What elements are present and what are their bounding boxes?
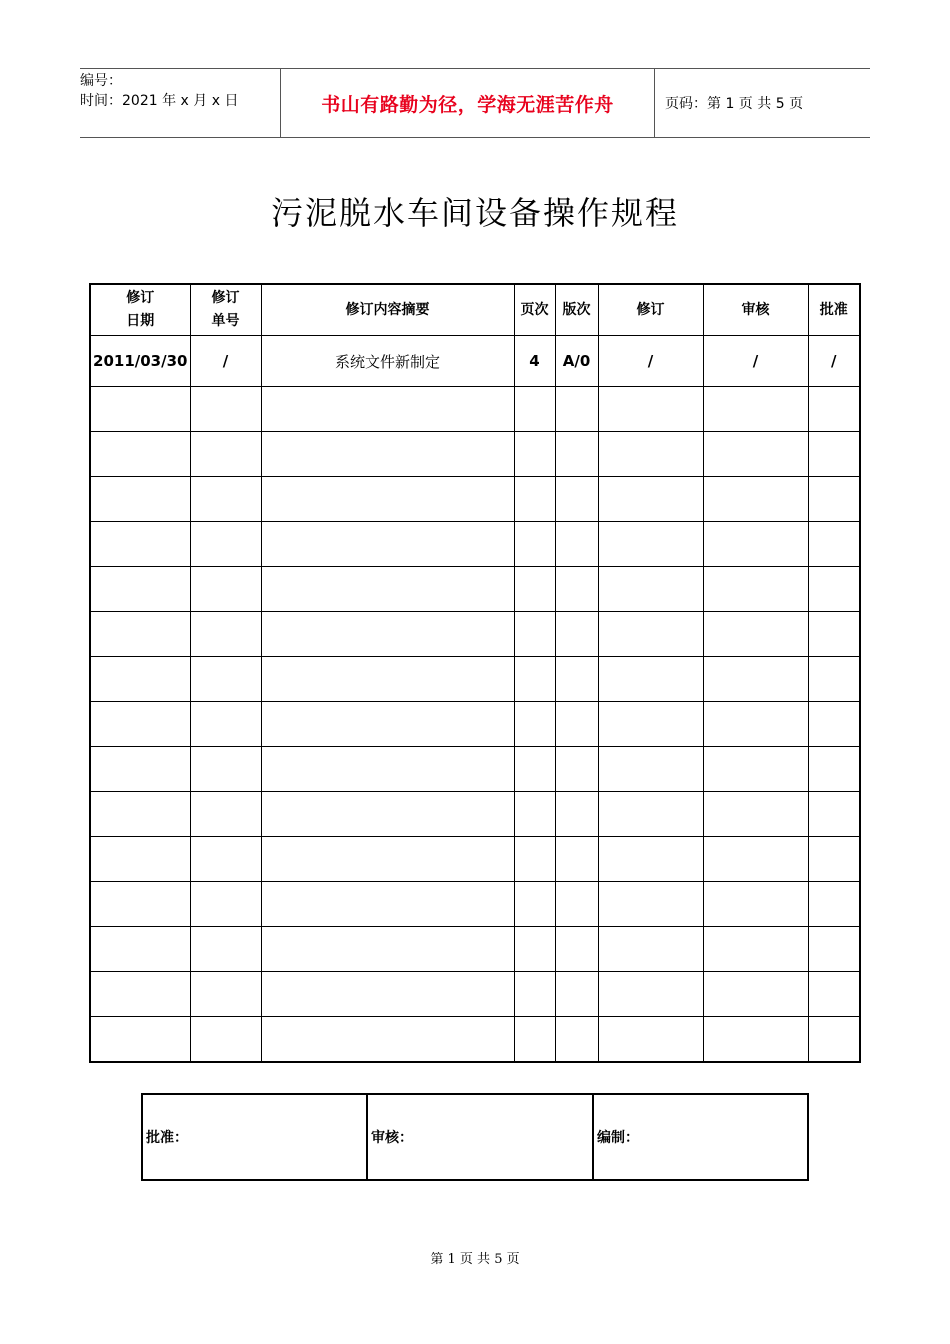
- table-cell: [598, 972, 703, 1017]
- revision-table: [89, 283, 861, 1063]
- table-cell: [190, 522, 261, 567]
- table-cell: [90, 972, 190, 1017]
- table-cell: [555, 882, 598, 927]
- table-cell: [261, 837, 514, 882]
- table-cell: [261, 387, 514, 432]
- table-cell: [808, 567, 860, 612]
- table-cell: [555, 477, 598, 522]
- table-cell: [703, 657, 808, 702]
- cell-approved-by: /: [808, 336, 860, 387]
- table-cell: [808, 477, 860, 522]
- table-cell: [598, 927, 703, 972]
- table-cell: [514, 747, 555, 792]
- col-revised-by: 修订: [598, 284, 703, 336]
- table-cell: [703, 792, 808, 837]
- table-row: [90, 477, 860, 522]
- table-row: [90, 702, 860, 747]
- table-row: [90, 882, 860, 927]
- table-cell: [90, 387, 190, 432]
- table-cell: [190, 612, 261, 657]
- table-cell: [261, 522, 514, 567]
- table-cell: [261, 702, 514, 747]
- cell-reviewed-by: /: [703, 336, 808, 387]
- table-cell: [598, 837, 703, 882]
- table-row: [90, 747, 860, 792]
- table-cell: [514, 477, 555, 522]
- col-version: 版次: [555, 284, 598, 336]
- signoff-approve: 批准：: [143, 1095, 368, 1179]
- table-cell: [808, 972, 860, 1017]
- table-cell: [808, 792, 860, 837]
- table-row: [90, 972, 860, 1017]
- table-cell: [90, 702, 190, 747]
- table-cell: [703, 1017, 808, 1063]
- table-cell: [808, 927, 860, 972]
- table-cell: [703, 927, 808, 972]
- table-row: [90, 522, 860, 567]
- table-cell: [190, 747, 261, 792]
- table-cell: [190, 882, 261, 927]
- table-cell: [261, 432, 514, 477]
- table-row: [90, 387, 860, 432]
- table-cell: [598, 792, 703, 837]
- table-cell: [261, 1017, 514, 1063]
- table-cell: [598, 567, 703, 612]
- table-cell: [514, 792, 555, 837]
- table-cell: [190, 837, 261, 882]
- table-cell: [808, 387, 860, 432]
- table-cell: [598, 747, 703, 792]
- table-cell: [90, 477, 190, 522]
- table-cell: [808, 747, 860, 792]
- revision-table-header: [90, 284, 860, 336]
- table-cell: [703, 612, 808, 657]
- header-motto: 书山有路勤为径，学海无涯苦作舟: [321, 93, 614, 116]
- table-cell: [555, 972, 598, 1017]
- page-footer: 第 1 页 共 5 页: [430, 1252, 520, 1267]
- col-revision-date: 修订 日期: [90, 284, 190, 336]
- table-cell: [598, 612, 703, 657]
- cell-revision-date: 2011/03/30: [90, 336, 190, 387]
- signoff-box: [141, 1093, 809, 1181]
- col-revision-order-no: 修订 单号: [190, 284, 261, 336]
- table-cell: [190, 567, 261, 612]
- document-number-label: 编号：: [80, 73, 122, 89]
- table-cell: [514, 1017, 555, 1063]
- table-cell: [190, 702, 261, 747]
- table-cell: [703, 747, 808, 792]
- table-cell: [703, 567, 808, 612]
- cell-revision-order-no: /: [190, 336, 261, 387]
- table-cell: [598, 432, 703, 477]
- table-cell: [90, 432, 190, 477]
- table-cell: [808, 432, 860, 477]
- cell-version: A/0: [555, 336, 598, 387]
- table-cell: [90, 567, 190, 612]
- table-cell: [190, 792, 261, 837]
- table-cell: [555, 567, 598, 612]
- header-motto-cell: [280, 69, 655, 137]
- table-cell: [703, 837, 808, 882]
- table-cell: [261, 927, 514, 972]
- signoff-review: 审核：: [368, 1095, 594, 1179]
- document-title: 污泥脱水车间设备操作规程: [270, 194, 679, 232]
- table-cell: [598, 1017, 703, 1063]
- table-row: [90, 792, 860, 837]
- table-cell: [514, 522, 555, 567]
- table-cell: [190, 657, 261, 702]
- table-cell: [598, 657, 703, 702]
- col-page: 页次: [514, 284, 555, 336]
- table-cell: [190, 1017, 261, 1063]
- table-cell: [90, 1017, 190, 1063]
- document-date-label: 时间：2021 年 x 月 x 日: [80, 93, 239, 109]
- table-cell: [808, 1017, 860, 1063]
- table-cell: [514, 702, 555, 747]
- table-cell: [808, 657, 860, 702]
- table-cell: [555, 612, 598, 657]
- table-cell: [808, 837, 860, 882]
- table-cell: [261, 882, 514, 927]
- table-cell: [261, 792, 514, 837]
- table-cell: [90, 522, 190, 567]
- table-cell: [190, 432, 261, 477]
- cell-page: 4: [514, 336, 555, 387]
- table-cell: [808, 702, 860, 747]
- table-cell: [514, 432, 555, 477]
- table-cell: [703, 477, 808, 522]
- table-row: [90, 567, 860, 612]
- table-cell: [514, 387, 555, 432]
- table-cell: [261, 747, 514, 792]
- table-cell: [90, 927, 190, 972]
- header-meta: [80, 69, 280, 139]
- table-cell: [555, 792, 598, 837]
- table-cell: [261, 657, 514, 702]
- table-cell: [703, 702, 808, 747]
- table-row: [90, 432, 860, 477]
- table-cell: [555, 702, 598, 747]
- table-cell: [514, 882, 555, 927]
- table-cell: [808, 612, 860, 657]
- table-cell: [703, 432, 808, 477]
- table-cell: [90, 882, 190, 927]
- table-row: [90, 612, 860, 657]
- table-cell: [703, 882, 808, 927]
- cell-revision-summary: 系统文件新制定: [261, 336, 514, 387]
- table-cell: [190, 972, 261, 1017]
- table-row: [90, 657, 860, 702]
- table-cell: [514, 612, 555, 657]
- table-cell: [555, 657, 598, 702]
- table-cell: [90, 657, 190, 702]
- table-cell: [190, 477, 261, 522]
- col-reviewed-by: 审核: [703, 284, 808, 336]
- table-cell: [703, 972, 808, 1017]
- table-cell: [90, 747, 190, 792]
- table-cell: [555, 387, 598, 432]
- table-cell: [555, 432, 598, 477]
- table-cell: [703, 522, 808, 567]
- signoff-compile: 编制：: [597, 1130, 639, 1146]
- table-cell: [261, 612, 514, 657]
- table-cell: [514, 837, 555, 882]
- table-cell: [598, 477, 703, 522]
- table-cell: [703, 387, 808, 432]
- table-cell: [555, 927, 598, 972]
- table-cell: [555, 1017, 598, 1063]
- table-cell: [598, 882, 703, 927]
- table-cell: [190, 387, 261, 432]
- table-cell: [261, 477, 514, 522]
- table-cell: [598, 387, 703, 432]
- table-cell: [555, 747, 598, 792]
- table-cell: [514, 927, 555, 972]
- table-cell: [261, 972, 514, 1017]
- table-cell: [90, 837, 190, 882]
- table-row: [90, 837, 860, 882]
- table-cell: [598, 702, 703, 747]
- header-page-info: 页码：第 1 页 共 5 页: [665, 96, 804, 112]
- col-approved-by: 批准: [808, 284, 860, 336]
- cell-revised-by: /: [598, 336, 703, 387]
- table-row: [90, 336, 860, 387]
- col-revision-summary: 修订内容摘要: [261, 284, 514, 336]
- table-cell: [598, 522, 703, 567]
- table-row: [90, 1017, 860, 1063]
- table-cell: [555, 837, 598, 882]
- table-cell: [514, 567, 555, 612]
- table-cell: [90, 792, 190, 837]
- table-cell: [261, 567, 514, 612]
- table-cell: [808, 522, 860, 567]
- table-cell: [514, 972, 555, 1017]
- table-row: [90, 927, 860, 972]
- table-cell: [555, 522, 598, 567]
- document-header: [80, 68, 870, 138]
- table-cell: [514, 657, 555, 702]
- table-cell: [808, 882, 860, 927]
- table-cell: [90, 612, 190, 657]
- table-cell: [190, 927, 261, 972]
